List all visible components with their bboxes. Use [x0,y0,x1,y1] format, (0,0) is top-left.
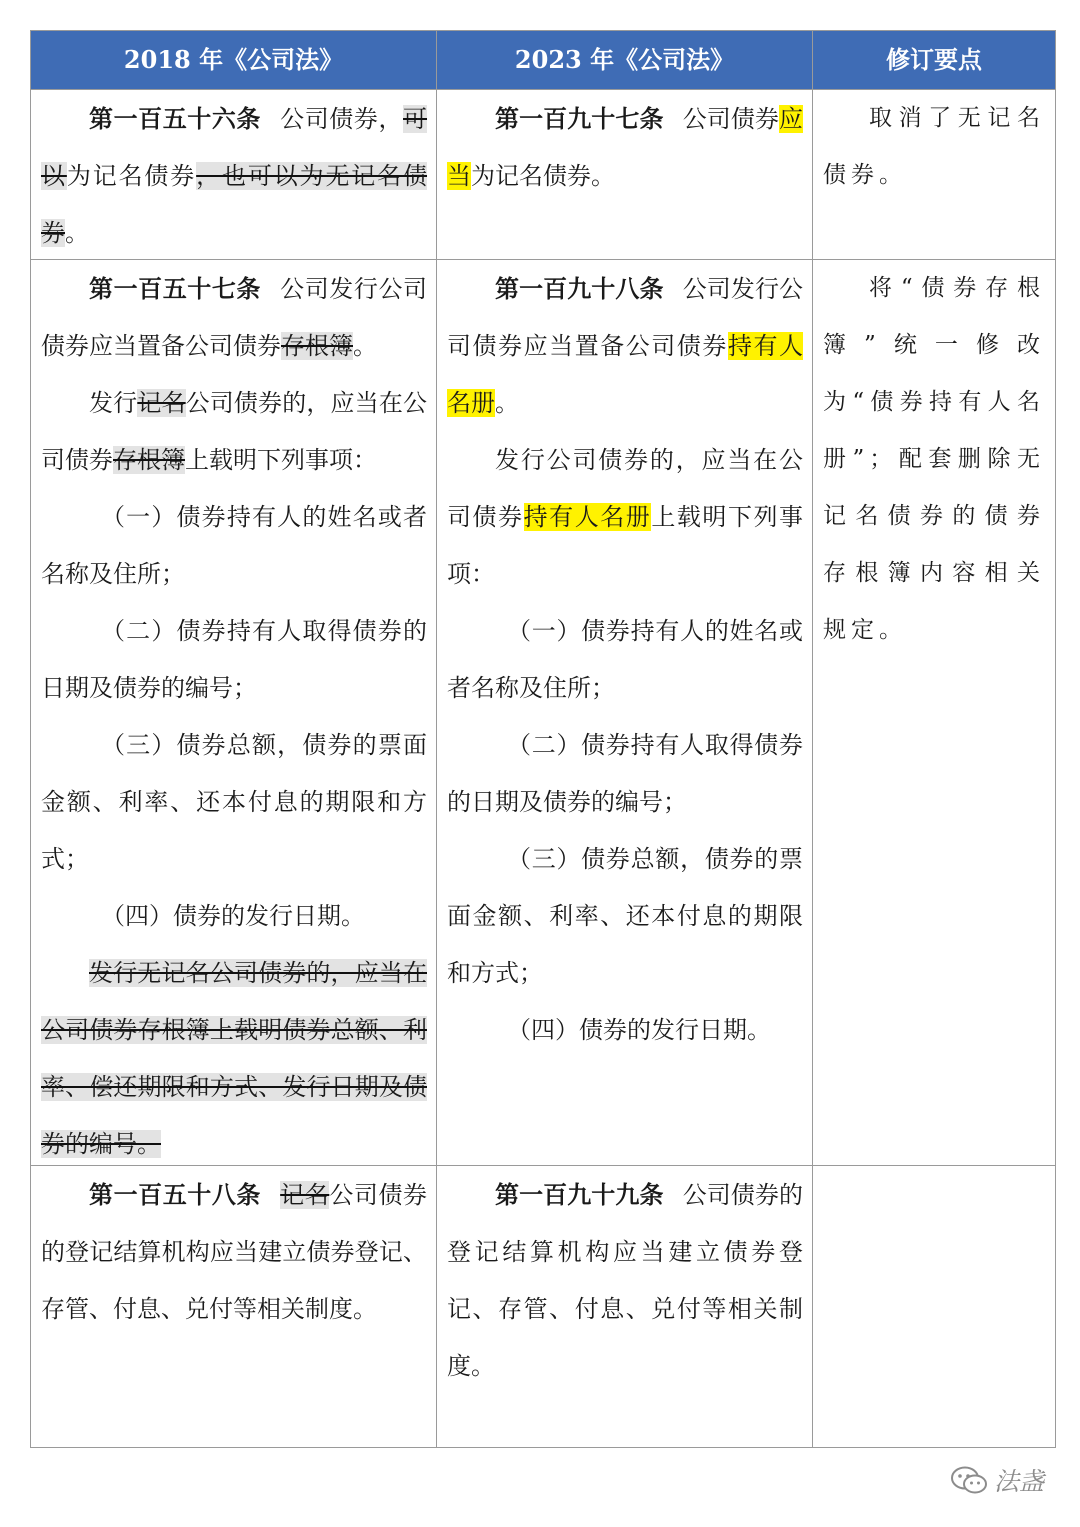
text: 公司债券的登记结算机构应当建立债券登记、存管、付息、兑付等相关制度。 [41,1181,428,1323]
text: 发行公司债券的，应当在公司债券 [447,446,803,531]
row3-new [447,1166,803,1395]
text: 公司发行公司债券应当置备公司债券 [41,275,428,360]
list-item: （二）债券持有人取得债券的日期及债券的编号； [447,731,803,816]
header-notes [813,31,1055,89]
article-number: 第一百九十八条 [495,274,664,303]
deleted-text: 记名 [137,389,186,417]
text: 上载明下列事项： [185,446,377,474]
list-item: （四）债券的发行日期。 [507,1016,771,1044]
list-item: （四）债券的发行日期。 [101,902,365,930]
list-item: （一）债券持有人的姓名或者名称及住所； [447,617,803,702]
header-2023 [437,31,812,89]
list-item: （一）债券持有人的姓名或者名称及住所； [41,503,427,588]
deleted-text: ，也可以为无记名债券 [41,162,428,247]
row2-note [823,260,1045,659]
wechat-icon [950,1465,988,1495]
list-item: （三）债券总额，债券的票面金额、利率、还本付息的期限和方式； [447,845,803,987]
text: 公司债券， [280,105,404,133]
text: 。 [495,389,519,417]
column-divider [436,31,437,1447]
row1-new [447,90,803,205]
text: 公司债券的，应当在公司债券 [41,389,428,474]
text: 公司债券 [682,105,780,133]
deleted-text: 可以 [41,105,428,190]
deleted-text: 存根簿 [281,332,353,360]
text: 为记名债券 [66,162,197,190]
row2-old [41,260,427,1173]
text: 公司债券的登记结算机构应当建立债券登记、存管、付息、兑付等相关制度。 [447,1181,804,1380]
watermark-text: 法盏 [994,1468,1045,1496]
watermark [950,1462,1044,1498]
highlighted-text: 持有人名册 [447,332,804,417]
article-number: 第一百九十九条 [495,1180,664,1209]
text: 。 [353,332,377,360]
text: 公司发行公司债券应当置备公司债券 [447,275,804,360]
deleted-text: 记名 [280,1181,330,1209]
text: 。 [65,219,89,247]
highlighted-text: 应当 [447,105,804,190]
row1-old [41,90,427,262]
article-number: 第一百五十七条 [89,274,261,303]
text: 上载明下列事项： [447,503,804,588]
comparison-table [30,30,1056,1448]
article-number: 第一百五十八条 [89,1180,261,1209]
header-2018 [31,31,436,89]
highlighted-text: 持有人名册 [523,503,652,531]
text: 发行 [89,389,138,417]
note-text: 将“债券存根簿”统一修改为“债券持有人名册”；配套删除无记名债券的债券存根簿内容相关规定。 [823,275,1045,643]
article-number: 第一百五十六条 [89,104,261,133]
article-number: 第一百九十七条 [495,104,664,133]
row3-old [41,1166,427,1338]
deleted-paragraph: 发行无记名公司债券的，应当在公司债券存根簿上载明债券总额、利率、偿还期限和方式、发行日期及债券的编号。 [41,959,427,1158]
header-2023-label: 2023 年《公司法》 [514,45,735,74]
header-notes-label: 修订要点 [886,45,982,74]
row2-new [447,260,803,1059]
list-item: （三）债券总额，债券的票面金额、利率、还本付息的期限和方式； [41,731,427,873]
header-2018-label: 2018 年《公司法》 [123,45,344,74]
note-text: 取消了无记名债券。 [823,105,1045,188]
text: 为记名债券。 [471,162,615,190]
row1-note [823,90,1045,204]
column-divider [812,31,813,1447]
deleted-text: 存根簿 [113,446,185,474]
list-item: （二）债券持有人取得债券的日期及债券的编号； [41,617,427,702]
